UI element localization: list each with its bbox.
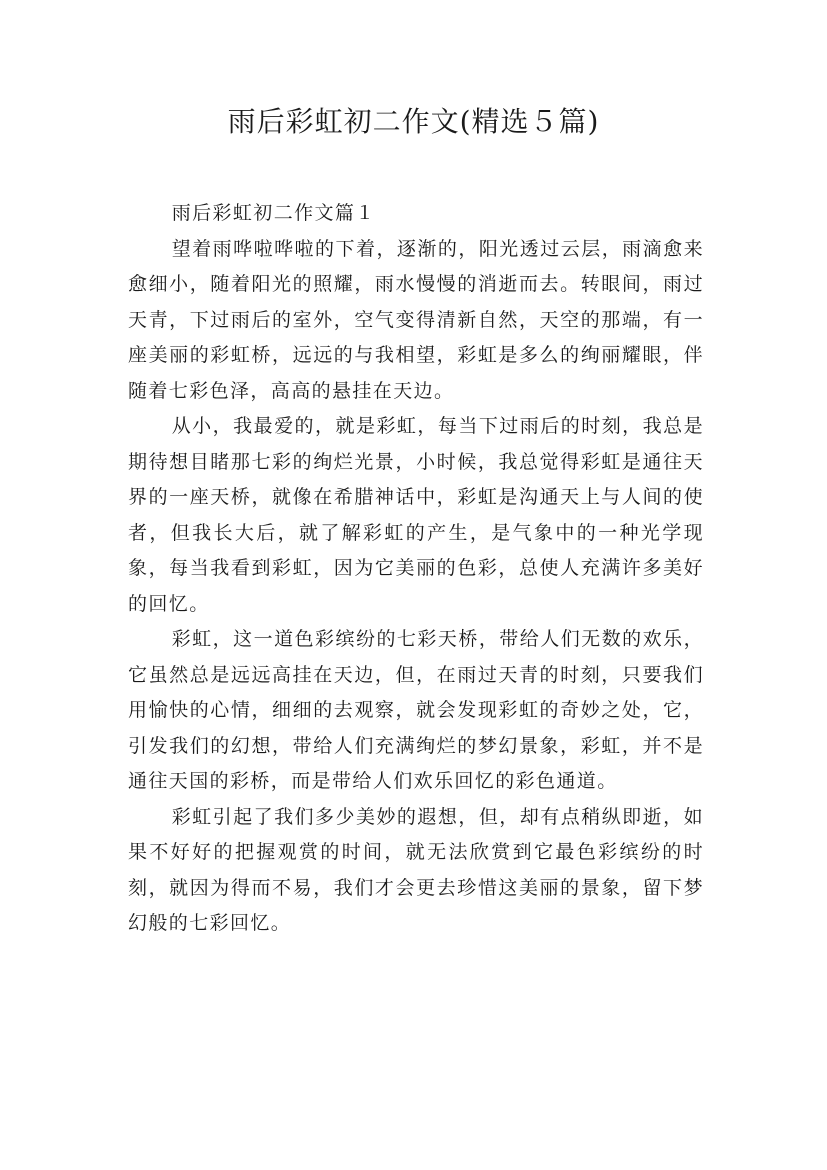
paragraph-3: 彩虹，这一道色彩缤纷的七彩天桥，带给人们无数的欢乐，它虽然总是远远高挂在天边，但，在雨过天青的时刻，只要我们用愉快的心情，细细的去观察，就会发现彩虹的奇妙之处，它，引发我们的幻想，带给人们充满绚烂的梦幻景象，彩虹，并不是通往天国的彩桥，而是带给人们欢乐回忆的彩色通道。 xyxy=(128,628,704,792)
paragraph-1: 望着雨哗啦哗啦的下着，逐渐的，阳光透过云层，雨滴愈来愈细小，随着阳光的照耀，雨水慢慢的消逝而去。转眼间，雨过天青，下过雨后的室外，空气变得清新自然，天空的那端，有一座美丽的彩虹桥，远远的与我相望，彩虹是多么的绚丽耀眼，伴随着七彩色泽，高高的悬挂在天边。 xyxy=(128,237,704,402)
paragraph-4: 彩虹引起了我们多少美妙的遐想，但，却有点稍纵即逝，如果不好好的把握观赏的时间，就无法欣赏到它最色彩缤纷的时刻，就因为得而不易，我们才会更去珍惜这美丽的景象，留下梦幻般的七彩回忆。 xyxy=(128,805,704,934)
document-title: 雨后彩虹初二作文(精选５篇) xyxy=(227,105,600,138)
section-heading: 雨后彩虹初二作文篇１ xyxy=(171,202,376,224)
paragraph-2: 从小，我最爱的，就是彩虹，每当下过雨后的时刻，我总是期待想目睹那七彩的绚烂光景，小时候，我总觉得彩虹是通往天界的一座天桥，就像在希腊神话中，彩虹是沟通天上与人间的使者，但我长大后，就了解彩虹的产生，是气象中的一种光学现象，每当我看到彩虹，因为它美丽的色彩，总使人充满许多美好的回忆。 xyxy=(128,415,704,615)
document-body xyxy=(128,196,704,942)
